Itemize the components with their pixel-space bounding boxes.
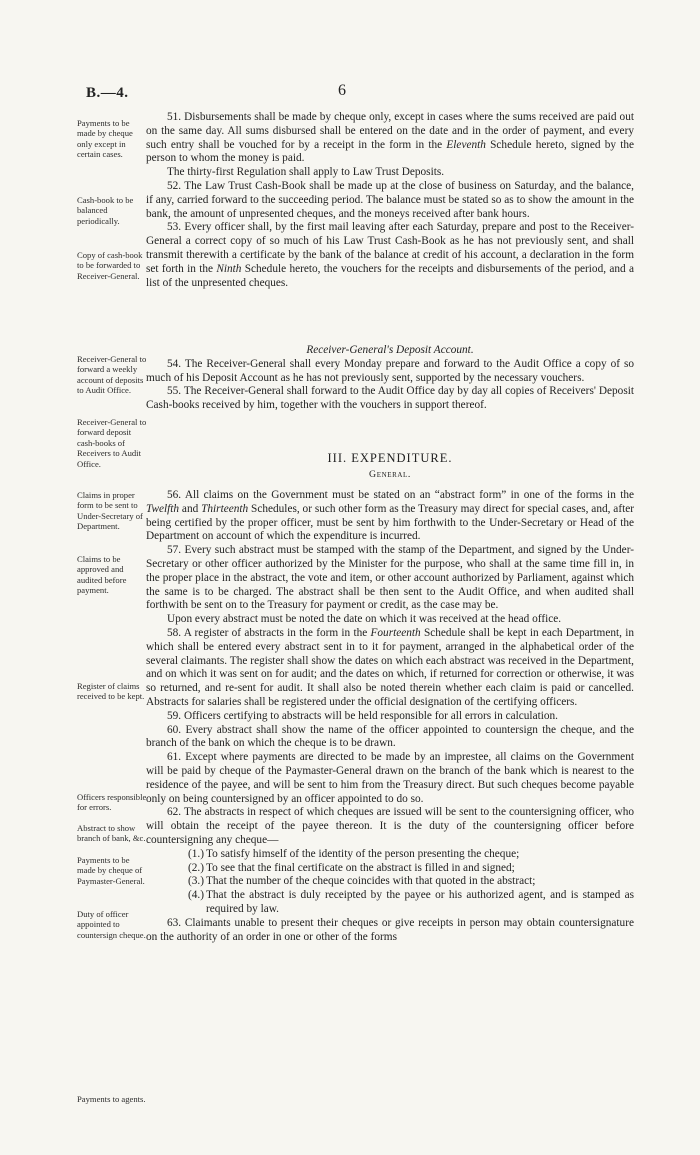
paragraph-54: 54. The Receiver-General shall every Monday prepare and forward to the Audit Office a copy of so much of his Deposit Account as he has not previously sent, supported by the necessary vouchers. xyxy=(146,357,634,384)
subheading-deposit-account: Receiver-General's Deposit Account. xyxy=(306,344,474,356)
section-51-53 xyxy=(146,111,634,290)
paragraph-61: 61. Except where payments are directed to be made by an imprestee, all claims on the Government will be paid by cheque of the Paymaster-General drawn on the branch of the bank which is nearest to the residence of the payee, and will be sent to him from the Treasury direct. But such cheques become payable only on being countersigned by an officer appointed to do so. xyxy=(146,751,634,805)
margin-note: Register of claims received to be kept. xyxy=(77,681,145,702)
margin-note: Officers responsible for errors. xyxy=(77,792,147,813)
margin-note: Copy of cash-book to be forwarded to Receiver-General. xyxy=(77,250,143,281)
margin-note: Payments to be made by cheque of Paymaster-General. xyxy=(77,855,145,886)
paragraph-53: 53. Every officer shall, by the first mail leaving after each Saturday, prepare and post to the Receiver-General a correct copy of so much of his Law Trust Cash-Book as he has not previously sent, and shall transmit therewith a certificate by the bank of the balance at credit of his account, a declaration in the form set forth in the Ninth Schedule hereto, the vouchers for the receipts and disbursements of the period, and a list of the unpresented cheques. xyxy=(146,221,634,289)
paragraph-52: 52. The Law Trust Cash-Book shall be made up at the close of business on Saturday, and the balance, if any, carried forward to the succeeding period. The balance must be stated so as to show the amount in the bank, the amount of unpresented cheques, and the moneys received after bank hours. xyxy=(146,179,634,220)
paragraph-57: 57. Every such abstract must be stamped with the stamp of the Department, and signed by the Under-Secretary or other officer authorized by the Minister for the purpose, who shall at the same time fill in, in the proper place in the abstract, the vote and item, or other account authorized by Parliament, against which the same is to be charged. The abstract shall be then sent to the Audit Office, and when audited shall forthwith be sent on to the Treasury for payment or credit, as the case may be. xyxy=(146,544,634,612)
page-header xyxy=(0,0,700,110)
margin-note: Claims in proper form to be sent to Under-Secretary of Department. xyxy=(77,490,143,532)
page-number: 6 xyxy=(338,82,346,99)
margin-note: Cash-book to be balanced periodically. xyxy=(77,195,134,226)
list-item: (4.) That the abstract is duly receipted by the payee or his authorized agent, and is stamped as required by law. xyxy=(188,889,634,915)
paragraph-58: 58. A register of abstracts in the form in the Fourteenth Schedule shall be kept in each Department, in which shall be entered every abstract sent in to it for payment, arranged in the alphabetical order of the several claimants. The register shall show the dates on which each abstract was received in the Department, and on which it was sent on for audit; and the dates on which, if returned for correction or otherwise, it was so returned, and re-sent for audit. It shall also be noted therein whether each claim is paid or cancelled. Abstracts for salaries shall be registered under the official designation of the certifying officers. xyxy=(146,626,634,708)
margin-note: Abstract to show branch of bank, &c. xyxy=(77,823,146,844)
paragraph-63: 63. Claimants unable to present their cheques or give receipts in person may obtain countersignature on the authority of an order in one or other of the forms xyxy=(146,916,634,943)
heading-expenditure: III. EXPENDITURE. xyxy=(327,451,453,465)
section-54-55 xyxy=(146,344,634,413)
paragraph-62: 62. The abstracts in respect of which cheques are issued will be sent to the countersigning officer, who will obtain the receipt of the payee thereon. It is the duty of the countersigning officer before countersigning any cheque— xyxy=(146,806,634,846)
margin-note: Receiver-General to forward a weekly account of deposits to Audit Office. xyxy=(77,354,147,396)
subheading-general: General. xyxy=(369,468,411,480)
margin-note: Payments to be made by cheque only except in certain cases. xyxy=(77,118,133,160)
paragraph-59: 59. Officers certifying to abstracts will be held responsible for all errors in calculation. xyxy=(167,709,558,722)
margin-note: Duty of officer appointed to countersign cheque. xyxy=(77,909,146,940)
margin-note: Claims to be approved and audited before payment. xyxy=(77,554,127,596)
paragraph-51: 51. Disbursements shall be made by cheque only, except in cases where the sums received are paid out on the same day. All sums disbursed shall be entered on the date and in the order of payment, and every such entry shall be vouched for by a receipt in the form in the Eleventh Schedule hereto, signed by the person to whom the money is paid. xyxy=(146,111,634,165)
paragraph-57-note: Upon every abstract must be noted the date on which it was received at the head office. xyxy=(167,613,562,626)
countersign-duty-list xyxy=(146,848,634,917)
paragraph-60: 60. Every abstract shall show the name of the officer appointed to countersign the cheque, and the branch of the bank on which the cheque is to be drawn. xyxy=(146,723,634,750)
list-item: (3.) That the number of the cheque coincides with that quoted in the abstract; xyxy=(188,875,536,888)
section-expenditure xyxy=(146,452,634,482)
section-56-58 xyxy=(146,489,634,944)
paragraph-51-note: The thirty-first Regulation shall apply to Law Trust Deposits. xyxy=(167,166,445,179)
margin-note: Receiver-General to forward deposit cash-books of Receivers to Audit Office. xyxy=(77,417,147,469)
paragraph-56: 56. All claims on the Government must be stated on an “abstract form” in one of the forms in the Twelfth and Thirteenth Schedules, or such other form as the Treasury may direct for special cases, and, after being certified by the proper officer, must be sent by him forthwith to the Under-Secretary or Head of the Department on account of which the expenditure is incurred. xyxy=(146,489,634,543)
paragraph-55: 55. The Receiver-General shall forward to the Audit Office day by day all copies of Receivers' Deposit Cash-books received by him, together with the vouchers in support thereof. xyxy=(146,385,634,412)
list-item: (1.) To satisfy himself of the identity of the person presenting the cheque; xyxy=(188,847,520,860)
list-item: (2.) To see that the final certificate on the abstract is filled in and signed; xyxy=(188,861,515,874)
document-reference: B.—4. xyxy=(86,85,129,101)
margin-note: Payments to agents. xyxy=(77,1094,146,1104)
